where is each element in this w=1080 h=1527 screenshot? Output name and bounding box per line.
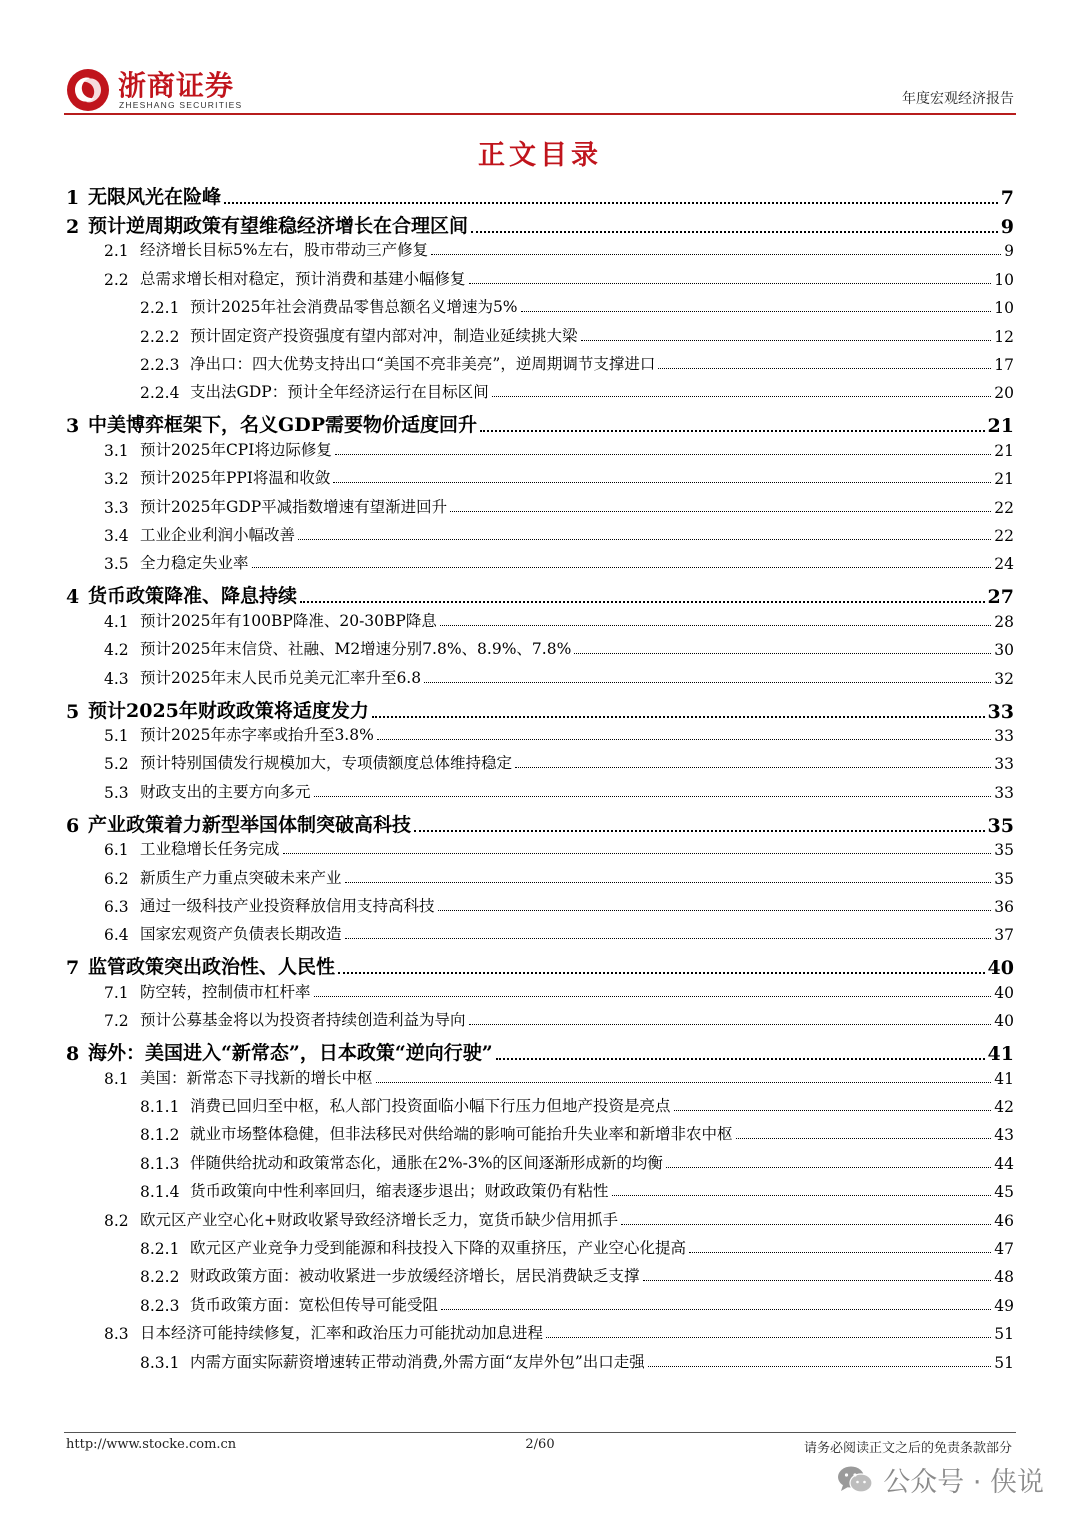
toc-entry-page: 47 — [994, 1240, 1014, 1258]
toc-entry-title: 货币政策向中性利率回归，缩表逐步退出；财政政策仍有粘性 — [190, 1182, 609, 1201]
toc-entry-5-1[interactable] — [104, 723, 1014, 745]
toc-dot-leader — [515, 767, 991, 768]
toc-entry-8-2-2[interactable] — [140, 1264, 1014, 1286]
toc-entry-title: 预计公募基金将以为投资者持续创造利益为导向 — [140, 1011, 466, 1030]
toc-entry-title: 产业政策着力新型举国体制突破高科技 — [88, 813, 412, 836]
toc-entry-title: 预计2025年财政政策将适度发力 — [88, 699, 369, 722]
toc-entry-title: 货币政策方面：宽松但传导可能受阻 — [190, 1295, 439, 1314]
toc-entry-number: 6 — [66, 814, 80, 837]
toc-dot-leader — [438, 910, 992, 911]
toc-entry-title: 财政支出的主要方向多元 — [140, 782, 311, 801]
toc-dot-leader — [441, 1309, 991, 1310]
toc-entry-title: 内需方面实际薪资增速转正带动消费,外需方面“友岸外包”出口走强 — [190, 1352, 645, 1371]
toc-entry-title: 就业市场整体稳健，但非法移民对供给端的影响可能抬升失业率和新增非农中枢 — [190, 1125, 733, 1144]
toc-dot-leader — [333, 482, 991, 483]
toc-entry-number: 2.2.3 — [140, 356, 180, 374]
toc-dot-leader — [612, 1195, 992, 1196]
toc-entry-number: 5 — [66, 700, 80, 723]
toc-entry-title: 消费已回归至中枢，私人部门投资面临小幅下行压力但地产投资是亮点 — [190, 1097, 671, 1115]
toc-entry-page: 45 — [994, 1183, 1014, 1202]
toc-entry-8-1-2[interactable] — [140, 1122, 1014, 1144]
toc-entry-4-2[interactable] — [104, 637, 1014, 659]
toc-entry-2-1[interactable] — [104, 238, 1014, 260]
toc-entry-title: 预计2025年末人民币兑美元汇率升至6.8 — [140, 668, 422, 687]
toc-entry-page: 24 — [994, 555, 1014, 574]
toc-entry-8-3-1[interactable] — [140, 1350, 1014, 1372]
toc-entry-page: 12 — [994, 327, 1014, 346]
toc-dot-leader — [674, 1110, 992, 1111]
toc-entry-6-2[interactable] — [104, 866, 1014, 888]
toc-entry-page: 28 — [994, 612, 1014, 631]
toc-entry-6-4[interactable] — [104, 922, 1014, 944]
toc-dot-leader — [471, 231, 998, 233]
toc-entry-3-2[interactable] — [104, 466, 1014, 488]
toc-dot-leader — [224, 202, 998, 204]
toc-entry-number: 1 — [66, 187, 80, 209]
toc-entry-number: 2.2.4 — [140, 384, 180, 403]
toc-entry-page: 27 — [987, 586, 1014, 609]
toc-entry-title: 净出口：四大优势支持出口“美国不亮非美亮”，逆周期调节支撑进口 — [190, 355, 656, 373]
watermark-text: 公众号 · 侠说 — [883, 1467, 1044, 1498]
toc-entry-page: 22 — [994, 527, 1014, 545]
toc-entry-number: 7.2 — [104, 1012, 129, 1031]
toc-entry-page: 22 — [994, 498, 1014, 517]
report-type-label: 年度宏观经济报告 — [902, 91, 1014, 107]
toc-entry-2[interactable] — [66, 210, 1014, 238]
toc-entry-number: 5.2 — [104, 755, 129, 774]
toc-entry-3-5[interactable] — [104, 551, 1014, 573]
toc-entry-number: 3.2 — [104, 470, 129, 489]
toc-entry-number: 8.1 — [104, 1069, 129, 1088]
toc-entry-page: 32 — [994, 669, 1014, 688]
toc-entry-number: 4 — [66, 586, 80, 609]
toc-entry-5-2[interactable] — [104, 751, 1014, 773]
toc-entry-4-1[interactable] — [104, 609, 1014, 631]
toc-entry-number: 2.2 — [104, 270, 129, 289]
toc-entry-page: 21 — [994, 441, 1014, 460]
toc-entry-2-2[interactable] — [104, 267, 1014, 289]
toc-entry-6-1[interactable] — [104, 837, 1014, 859]
toc-entry-page: 33 — [994, 727, 1014, 745]
toc-entry-number: 8.1.3 — [140, 1154, 180, 1173]
toc-dot-leader — [581, 340, 992, 341]
toc-entry-page: 20 — [994, 384, 1014, 403]
toc-entry-number: 2.2.1 — [140, 299, 180, 318]
toc-title: 正文目录 — [478, 140, 602, 171]
toc-entry-title: 预计逆周期政策有望维稳经济增长在合理区间 — [88, 215, 469, 237]
toc-dot-leader — [314, 796, 992, 797]
toc-entry-8-3[interactable] — [104, 1321, 1014, 1343]
toc-dot-leader — [338, 972, 985, 974]
toc-dot-leader — [283, 853, 992, 854]
toc-entry-2-2-1[interactable] — [140, 295, 1014, 317]
toc-dot-leader — [377, 739, 991, 740]
toc-entry-page: 42 — [994, 1098, 1014, 1116]
toc-entry-title: 欧元区产业空心化+财政收紧导致经济增长乏力，宽货币缺少信用抓手 — [140, 1210, 618, 1229]
toc-dot-leader — [431, 254, 1001, 255]
toc-entry-title: 伴随供给扰动和政策常态化，通胀在2%-3%的区间逐渐形成新的均衡 — [190, 1153, 663, 1172]
toc-entry-number: 3.3 — [104, 498, 129, 517]
toc-entry-number: 4.1 — [104, 612, 129, 631]
wechat-icon — [837, 1465, 873, 1495]
zheshang-logo-icon — [66, 68, 110, 112]
toc-entry-number: 6.4 — [104, 926, 129, 945]
toc-entry-page: 9 — [1004, 242, 1014, 261]
toc-entry-number: 2.2.2 — [140, 327, 180, 346]
toc-entry-number: 3 — [66, 415, 80, 438]
toc-dot-leader — [300, 601, 985, 603]
toc-entry-page: 51 — [994, 1325, 1014, 1344]
toc-dot-leader — [658, 368, 991, 369]
toc-dot-leader — [314, 996, 992, 997]
toc-entry-number: 6.3 — [104, 898, 129, 916]
toc-entry-number: 3.1 — [104, 441, 129, 460]
toc-entry-8-1[interactable] — [104, 1066, 1014, 1088]
toc-entry-title: 工业企业利润小幅改善 — [140, 526, 296, 544]
toc-entry-title: 预计2025年赤字率或抬升至3.8% — [140, 726, 374, 744]
toc-entry-number: 8 — [66, 1043, 80, 1066]
toc-entry-title: 通过一级科技产业投资释放信用支持高科技 — [140, 897, 435, 915]
toc-entry-5-3[interactable] — [104, 780, 1014, 802]
footer-page-number: 2/60 — [525, 1437, 555, 1452]
toc-entry-8-2[interactable] — [104, 1208, 1014, 1230]
header-divider — [64, 113, 1016, 115]
toc-dot-leader — [345, 882, 992, 883]
toc-entry-number: 8.2.1 — [140, 1240, 180, 1258]
toc-entry-number: 7.1 — [104, 983, 129, 1002]
toc-entry-page: 35 — [987, 814, 1014, 837]
toc-entry-page: 21 — [987, 415, 1014, 438]
toc-entry-title: 中美博弈框架下，名义GDP需要物价适度回升 — [88, 414, 477, 437]
toc-dot-leader — [424, 682, 991, 683]
watermark — [837, 1460, 1044, 1499]
toc-entry-page: 48 — [994, 1268, 1014, 1287]
toc-dot-leader — [736, 1138, 992, 1139]
toc-entry-number: 8.1.4 — [140, 1183, 180, 1202]
toc-entry-page: 40 — [994, 1012, 1014, 1031]
toc-entry-title: 预计2025年PPI将温和收敛 — [140, 469, 331, 488]
toc-entry-title: 支出法GDP：预计全年经济运行在目标区间 — [190, 383, 489, 402]
toc-entry-page: 49 — [994, 1296, 1014, 1315]
toc-entry-page: 37 — [994, 926, 1014, 945]
toc-entry-number: 4.3 — [104, 669, 129, 688]
toc-entry-page: 41 — [987, 1043, 1014, 1066]
toc-entry-8-1-4[interactable] — [140, 1179, 1014, 1201]
toc-entry-page: 33 — [987, 700, 1014, 723]
toc-entry-title: 总需求增长相对稳定，预计消费和基建小幅修复 — [140, 269, 466, 288]
toc-entry-page: 46 — [994, 1211, 1014, 1230]
toc-entry-page: 35 — [994, 841, 1014, 860]
toc-dot-leader — [298, 539, 991, 540]
toc-entry-8-1-3[interactable] — [140, 1151, 1014, 1173]
toc-entry-page: 44 — [994, 1154, 1014, 1173]
toc-entry-2-2-4[interactable] — [140, 380, 1014, 402]
toc-entry-title: 预计固定资产投资强度有望内部对冲，制造业延续挑大梁 — [190, 326, 578, 345]
toc-entry-page: 33 — [994, 783, 1014, 802]
footer-url[interactable]: http://www.stocke.com.cn — [66, 1437, 237, 1452]
toc-dot-leader — [492, 396, 992, 397]
toc-entry-page: 21 — [994, 470, 1014, 489]
toc-entry-number: 8.3.1 — [140, 1353, 180, 1372]
toc-entry-title: 欧元区产业竞争力受到能源和科技投入下降的双重挤压，产业空心化提高 — [190, 1239, 687, 1257]
toc-entry-2-2-3[interactable] — [140, 352, 1014, 374]
toc-entry-page: 10 — [994, 270, 1014, 289]
toc-dot-leader — [376, 1082, 992, 1083]
toc-entry-page: 17 — [994, 356, 1014, 374]
toc-entry-3-3[interactable] — [104, 495, 1014, 517]
toc-entry-title: 防空转，控制债市杠杆率 — [140, 982, 311, 1001]
toc-dot-leader — [648, 1366, 991, 1367]
toc-entry-title: 无限风光在险峰 — [88, 186, 222, 208]
toc-entry-2-2-2[interactable] — [140, 324, 1014, 346]
toc-entry-title: 新质生产力重点突破未来产业 — [140, 868, 342, 887]
toc-entry-number: 2.1 — [104, 242, 129, 261]
toc-entry-page: 35 — [994, 869, 1014, 888]
toc-dot-leader — [450, 511, 991, 512]
toc-dot-leader — [496, 1058, 985, 1060]
toc-entry-number: 5.3 — [104, 783, 129, 802]
toc-entry-title: 监管政策突出政治性、人民性 — [88, 956, 336, 979]
brand-name-en: ZHESHANG SECURITIES — [119, 100, 243, 110]
toc-entry-7[interactable] — [66, 951, 1014, 979]
toc-entry-title: 日本经济可能持续修复，汇率和政治压力可能扰动加息进程 — [140, 1324, 544, 1343]
toc-entry-title: 货币政策降准、降息持续 — [88, 585, 298, 608]
toc-entry-6-3[interactable] — [104, 894, 1014, 916]
toc-entry-number: 5.1 — [104, 727, 129, 745]
toc-entry-8-2-3[interactable] — [140, 1293, 1014, 1315]
page-header — [64, 60, 1016, 114]
footer-divider — [64, 1432, 1016, 1433]
toc-entry-title: 预计2025年有100BP降准、20-30BP降息 — [140, 611, 437, 630]
toc-entry-number: 2 — [66, 216, 80, 238]
toc-entry-3[interactable] — [66, 409, 1014, 437]
toc-entry-page: 41 — [994, 1069, 1014, 1088]
toc-entry-number: 4.2 — [104, 641, 129, 660]
toc-entry-title: 预计2025年社会消费品零售总额名义增速为5% — [190, 298, 518, 317]
toc-entry-4[interactable] — [66, 580, 1014, 608]
toc-dot-leader — [335, 454, 991, 455]
toc-entry-number: 6.1 — [104, 841, 129, 860]
toc-entry-number: 8.2.2 — [140, 1268, 180, 1287]
toc-dot-leader — [689, 1252, 991, 1253]
toc-entry-title: 财政政策方面：被动收紧进一步放缓经济增长，居民消费缺乏支撑 — [190, 1267, 640, 1286]
toc-entry-page: 51 — [994, 1353, 1014, 1372]
toc-entry-page: 9 — [1000, 216, 1014, 238]
toc-entry-page: 10 — [994, 299, 1014, 318]
toc-entry-title: 预计2025年CPI将边际修复 — [140, 440, 332, 459]
toc-entry-title: 预计2025年末信贷、社融、M2增速分别7.8%、8.9%、7.8% — [140, 640, 572, 659]
toc-dot-leader — [480, 430, 985, 432]
toc-dot-leader — [643, 1280, 992, 1281]
footer-disclaimer: 请务必阅读正文之后的免责条款部分 — [803, 1441, 1012, 1456]
toc-entry-title: 预计2025年GDP平减指数增速有望渐进回升 — [140, 497, 448, 516]
toc-dot-leader — [521, 311, 992, 312]
brand-name-cn: 浙商证券 — [118, 69, 235, 102]
toc-dot-leader — [414, 830, 985, 832]
toc-entry-7-1[interactable] — [104, 980, 1014, 1002]
toc-entry-number: 8.2.3 — [140, 1296, 180, 1315]
toc-entry-3-1[interactable] — [104, 438, 1014, 460]
toc-dot-leader — [440, 625, 991, 626]
toc-entry-7-2[interactable] — [104, 1008, 1014, 1030]
toc-entry-5[interactable] — [66, 695, 1014, 723]
toc-entry-title: 经济增长目标5%左右，股市带动三产修复 — [140, 241, 429, 260]
toc-entry-8-2-1[interactable] — [140, 1236, 1014, 1258]
toc-entry-4-3[interactable] — [104, 666, 1014, 688]
toc-dot-leader — [345, 938, 992, 939]
toc-dot-leader — [621, 1224, 991, 1225]
toc-entry-number: 8.3 — [104, 1325, 129, 1344]
toc-entry-number: 8.1.2 — [140, 1126, 180, 1145]
toc-entry-title: 工业稳增长任务完成 — [140, 840, 280, 859]
toc-entry-title: 国家宏观资产负债表长期改造 — [140, 925, 342, 944]
toc-entry-title: 预计特别国债发行规模加大，专项债额度总体维持稳定 — [140, 754, 513, 773]
toc-entry-title: 全力稳定失业率 — [140, 554, 249, 573]
toc-entry-8-1-1[interactable] — [140, 1094, 1014, 1116]
toc-entry-6[interactable] — [66, 809, 1014, 837]
toc-entry-page: 36 — [994, 898, 1014, 916]
toc-entry-title: 海外：美国进入“新常态”，日本政策“逆向行驶” — [88, 1042, 493, 1065]
toc-entry-8[interactable] — [66, 1037, 1014, 1065]
toc-entry-number: 7 — [66, 957, 80, 980]
toc-entry-page: 30 — [994, 641, 1014, 660]
toc-entry-number: 3.5 — [104, 555, 129, 574]
toc-entry-3-4[interactable] — [104, 523, 1014, 545]
toc-entry-number: 6.2 — [104, 869, 129, 888]
toc-entry-number: 3.4 — [104, 527, 129, 545]
toc-entry-page: 33 — [994, 755, 1014, 774]
toc-dot-leader — [469, 1024, 992, 1025]
toc-entry-page: 40 — [987, 957, 1014, 980]
toc-entry-title: 美国：新常态下寻找新的增长中枢 — [140, 1068, 373, 1087]
toc-dot-leader — [469, 283, 992, 284]
toc-dot-leader — [666, 1167, 991, 1168]
toc-entry-page: 43 — [994, 1126, 1014, 1145]
toc-dot-leader — [372, 716, 985, 718]
toc-dot-leader — [252, 567, 992, 568]
toc-entry-page: 40 — [994, 983, 1014, 1002]
toc-dot-leader — [546, 1337, 991, 1338]
toc-entry-page: 7 — [1000, 187, 1014, 209]
toc-entry-number: 8.1.1 — [140, 1098, 180, 1116]
toc-entry-number: 8.2 — [104, 1211, 129, 1230]
toc-entry-1[interactable] — [66, 181, 1014, 209]
toc-dot-leader — [574, 653, 991, 654]
